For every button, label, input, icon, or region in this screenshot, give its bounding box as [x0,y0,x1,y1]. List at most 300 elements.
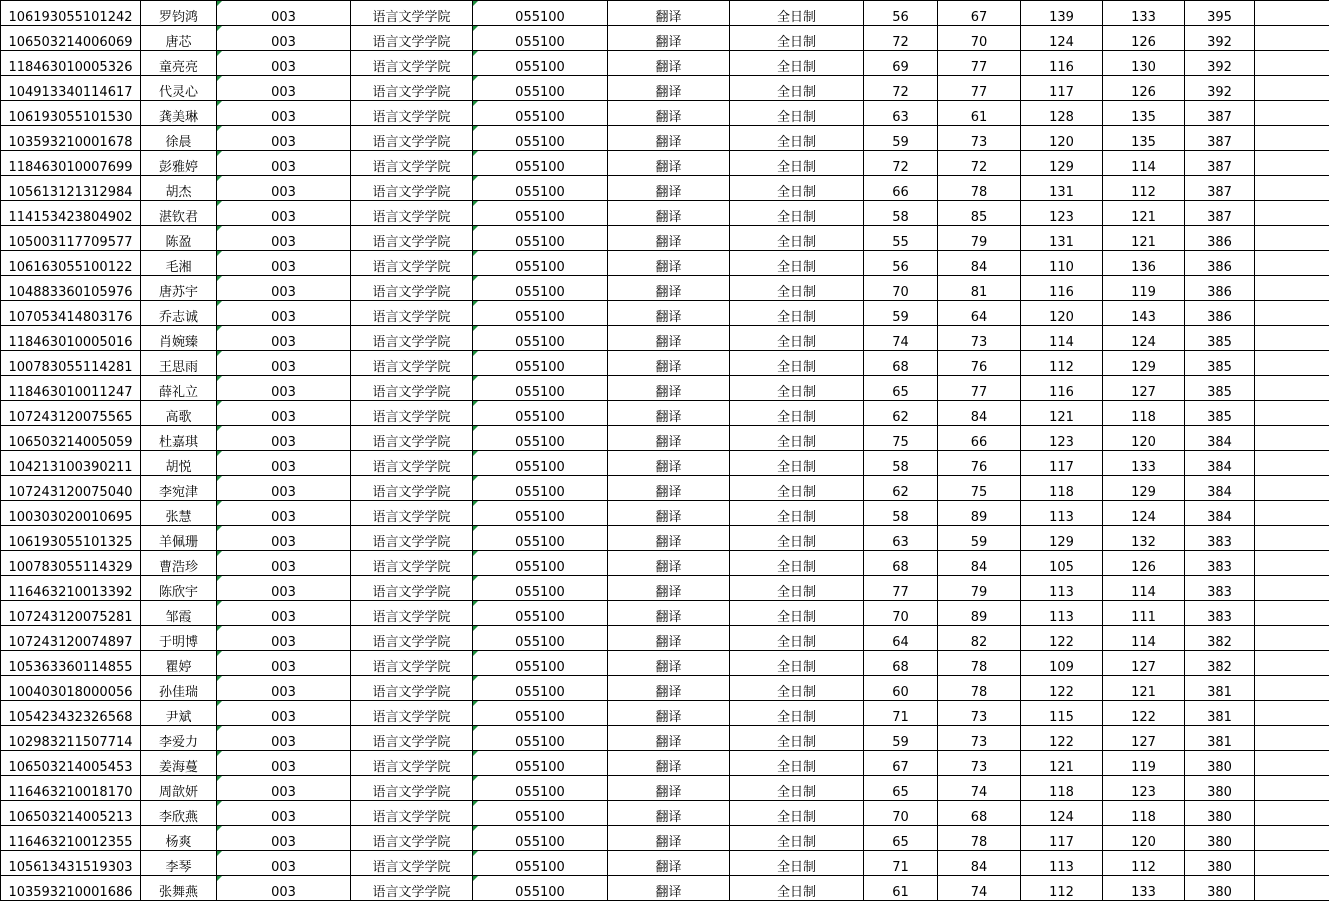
cell-program-code[interactable]: 055100 [473,26,608,51]
cell-college[interactable]: 语言文学学院 [351,726,473,751]
cell-program-name[interactable]: 翻译 [608,101,730,126]
cell-program-name[interactable]: 翻译 [608,276,730,301]
cell-study-mode[interactable]: 全日制 [730,476,864,501]
cell-exam-id[interactable]: 103593210001686 [1,876,141,901]
cell-major-code[interactable]: 003 [217,776,351,801]
cell-program-name[interactable]: 翻译 [608,701,730,726]
cell-foreign-language[interactable]: 72 [938,151,1021,176]
cell-subject-1[interactable]: 112 [1021,351,1103,376]
cell-program-name[interactable]: 翻译 [608,351,730,376]
cell-program-code[interactable]: 055100 [473,76,608,101]
cell-foreign-language[interactable]: 78 [938,176,1021,201]
cell-program-name[interactable]: 翻译 [608,126,730,151]
cell-study-mode[interactable]: 全日制 [730,251,864,276]
cell-major-code[interactable]: 003 [217,1,351,26]
cell-politics[interactable]: 71 [864,701,938,726]
cell-foreign-language[interactable]: 73 [938,726,1021,751]
cell-empty[interactable] [1255,551,1329,576]
cell-subject-2[interactable]: 119 [1103,751,1185,776]
cell-subject-1[interactable]: 129 [1021,151,1103,176]
cell-name[interactable]: 湛钦君 [141,201,217,226]
cell-name[interactable]: 薛礼立 [141,376,217,401]
cell-exam-id[interactable]: 100403018000056 [1,676,141,701]
cell-total[interactable]: 381 [1185,726,1255,751]
cell-study-mode[interactable]: 全日制 [730,401,864,426]
cell-program-code[interactable]: 055100 [473,576,608,601]
cell-program-name[interactable]: 翻译 [608,751,730,776]
cell-study-mode[interactable]: 全日制 [730,801,864,826]
cell-name[interactable]: 李爱力 [141,726,217,751]
cell-empty[interactable] [1255,251,1329,276]
cell-foreign-language[interactable]: 77 [938,376,1021,401]
cell-subject-2[interactable]: 121 [1103,676,1185,701]
cell-program-name[interactable]: 翻译 [608,201,730,226]
cell-name[interactable]: 彭雅婷 [141,151,217,176]
cell-subject-2[interactable]: 127 [1103,376,1185,401]
cell-subject-1[interactable]: 115 [1021,701,1103,726]
cell-politics[interactable]: 67 [864,751,938,776]
cell-program-code[interactable]: 055100 [473,801,608,826]
cell-exam-id[interactable]: 106503214005059 [1,426,141,451]
cell-subject-1[interactable]: 117 [1021,826,1103,851]
cell-subject-2[interactable]: 112 [1103,176,1185,201]
cell-subject-1[interactable]: 120 [1021,126,1103,151]
cell-politics[interactable]: 58 [864,451,938,476]
cell-subject-2[interactable]: 129 [1103,351,1185,376]
cell-total[interactable]: 384 [1185,501,1255,526]
cell-subject-1[interactable]: 113 [1021,501,1103,526]
cell-name[interactable]: 唐苏宇 [141,276,217,301]
cell-subject-1[interactable]: 116 [1021,51,1103,76]
cell-subject-2[interactable]: 120 [1103,826,1185,851]
cell-foreign-language[interactable]: 67 [938,1,1021,26]
cell-empty[interactable] [1255,851,1329,876]
cell-program-code[interactable]: 055100 [473,851,608,876]
cell-subject-1[interactable]: 118 [1021,776,1103,801]
cell-empty[interactable] [1255,476,1329,501]
cell-foreign-language[interactable]: 82 [938,626,1021,651]
cell-name[interactable]: 高歌 [141,401,217,426]
cell-exam-id[interactable]: 104913340114617 [1,76,141,101]
cell-empty[interactable] [1255,76,1329,101]
cell-program-name[interactable]: 翻译 [608,251,730,276]
cell-foreign-language[interactable]: 78 [938,676,1021,701]
cell-total[interactable]: 385 [1185,351,1255,376]
cell-empty[interactable] [1255,51,1329,76]
cell-college[interactable]: 语言文学学院 [351,251,473,276]
cell-program-code[interactable]: 055100 [473,526,608,551]
cell-total[interactable]: 386 [1185,276,1255,301]
cell-program-code[interactable]: 055100 [473,301,608,326]
cell-exam-id[interactable]: 118463010007699 [1,151,141,176]
cell-program-name[interactable]: 翻译 [608,726,730,751]
cell-subject-1[interactable]: 110 [1021,251,1103,276]
cell-exam-id[interactable]: 105363360114855 [1,651,141,676]
cell-subject-1[interactable]: 121 [1021,751,1103,776]
cell-empty[interactable] [1255,101,1329,126]
cell-subject-1[interactable]: 109 [1021,651,1103,676]
cell-name[interactable]: 毛湘 [141,251,217,276]
cell-foreign-language[interactable]: 85 [938,201,1021,226]
cell-program-name[interactable]: 翻译 [608,601,730,626]
cell-politics[interactable]: 61 [864,876,938,901]
cell-politics[interactable]: 68 [864,351,938,376]
cell-exam-id[interactable]: 105003117709577 [1,226,141,251]
cell-subject-1[interactable]: 128 [1021,101,1103,126]
cell-program-code[interactable]: 055100 [473,626,608,651]
cell-college[interactable]: 语言文学学院 [351,751,473,776]
cell-major-code[interactable]: 003 [217,426,351,451]
cell-empty[interactable] [1255,451,1329,476]
cell-program-code[interactable]: 055100 [473,726,608,751]
cell-politics[interactable]: 68 [864,551,938,576]
cell-exam-id[interactable]: 105613431519303 [1,851,141,876]
cell-major-code[interactable]: 003 [217,701,351,726]
cell-study-mode[interactable]: 全日制 [730,351,864,376]
cell-college[interactable]: 语言文学学院 [351,451,473,476]
cell-total[interactable]: 387 [1185,101,1255,126]
cell-program-code[interactable]: 055100 [473,776,608,801]
cell-subject-1[interactable]: 117 [1021,76,1103,101]
cell-program-code[interactable]: 055100 [473,401,608,426]
cell-empty[interactable] [1255,276,1329,301]
cell-foreign-language[interactable]: 89 [938,601,1021,626]
cell-subject-1[interactable]: 123 [1021,201,1103,226]
cell-college[interactable]: 语言文学学院 [351,301,473,326]
cell-exam-id[interactable]: 118463010005326 [1,51,141,76]
cell-study-mode[interactable]: 全日制 [730,301,864,326]
cell-empty[interactable] [1255,351,1329,376]
cell-major-code[interactable]: 003 [217,401,351,426]
cell-exam-id[interactable]: 107243120075281 [1,601,141,626]
cell-name[interactable]: 王思雨 [141,351,217,376]
cell-subject-1[interactable]: 121 [1021,401,1103,426]
cell-exam-id[interactable]: 106193055101530 [1,101,141,126]
cell-foreign-language[interactable]: 84 [938,251,1021,276]
cell-foreign-language[interactable]: 73 [938,126,1021,151]
cell-program-name[interactable]: 翻译 [608,1,730,26]
cell-subject-2[interactable]: 119 [1103,276,1185,301]
cell-study-mode[interactable]: 全日制 [730,551,864,576]
cell-program-code[interactable]: 055100 [473,426,608,451]
cell-name[interactable]: 唐芯 [141,26,217,51]
cell-exam-id[interactable]: 107243120075040 [1,476,141,501]
cell-politics[interactable]: 59 [864,301,938,326]
cell-foreign-language[interactable]: 74 [938,776,1021,801]
cell-foreign-language[interactable]: 73 [938,326,1021,351]
cell-empty[interactable] [1255,776,1329,801]
cell-subject-2[interactable]: 133 [1103,451,1185,476]
cell-name[interactable]: 陈盈 [141,226,217,251]
cell-college[interactable]: 语言文学学院 [351,126,473,151]
cell-total[interactable]: 380 [1185,776,1255,801]
cell-politics[interactable]: 65 [864,376,938,401]
cell-college[interactable]: 语言文学学院 [351,576,473,601]
cell-program-name[interactable]: 翻译 [608,501,730,526]
cell-subject-2[interactable]: 121 [1103,226,1185,251]
cell-study-mode[interactable]: 全日制 [730,451,864,476]
cell-major-code[interactable]: 003 [217,26,351,51]
cell-major-code[interactable]: 003 [217,601,351,626]
cell-empty[interactable] [1255,151,1329,176]
cell-subject-1[interactable]: 139 [1021,1,1103,26]
cell-subject-1[interactable]: 122 [1021,626,1103,651]
cell-program-name[interactable]: 翻译 [608,51,730,76]
cell-name[interactable]: 罗钧鸿 [141,1,217,26]
cell-subject-2[interactable]: 122 [1103,701,1185,726]
cell-subject-2[interactable]: 135 [1103,101,1185,126]
cell-study-mode[interactable]: 全日制 [730,376,864,401]
cell-total[interactable]: 380 [1185,826,1255,851]
cell-exam-id[interactable]: 107053414803176 [1,301,141,326]
cell-name[interactable]: 杨爽 [141,826,217,851]
cell-foreign-language[interactable]: 64 [938,301,1021,326]
cell-subject-1[interactable]: 114 [1021,326,1103,351]
cell-college[interactable]: 语言文学学院 [351,426,473,451]
cell-total[interactable]: 384 [1185,451,1255,476]
cell-foreign-language[interactable]: 73 [938,701,1021,726]
cell-program-code[interactable]: 055100 [473,376,608,401]
cell-major-code[interactable]: 003 [217,326,351,351]
cell-empty[interactable] [1255,376,1329,401]
cell-empty[interactable] [1255,751,1329,776]
cell-program-code[interactable]: 055100 [473,251,608,276]
cell-study-mode[interactable]: 全日制 [730,751,864,776]
cell-program-code[interactable]: 055100 [473,551,608,576]
cell-program-code[interactable]: 055100 [473,126,608,151]
cell-study-mode[interactable]: 全日制 [730,776,864,801]
cell-subject-1[interactable]: 131 [1021,226,1103,251]
cell-subject-1[interactable]: 118 [1021,476,1103,501]
cell-name[interactable]: 张慧 [141,501,217,526]
cell-program-code[interactable]: 055100 [473,201,608,226]
cell-total[interactable]: 380 [1185,851,1255,876]
cell-major-code[interactable]: 003 [217,826,351,851]
cell-major-code[interactable]: 003 [217,576,351,601]
cell-foreign-language[interactable]: 81 [938,276,1021,301]
cell-name[interactable]: 童亮亮 [141,51,217,76]
cell-empty[interactable] [1255,501,1329,526]
cell-college[interactable]: 语言文学学院 [351,601,473,626]
cell-total[interactable]: 387 [1185,201,1255,226]
cell-major-code[interactable]: 003 [217,501,351,526]
cell-subject-2[interactable]: 118 [1103,401,1185,426]
cell-program-code[interactable]: 055100 [473,676,608,701]
cell-empty[interactable] [1255,726,1329,751]
cell-politics[interactable]: 71 [864,851,938,876]
cell-college[interactable]: 语言文学学院 [351,276,473,301]
cell-program-name[interactable]: 翻译 [608,326,730,351]
cell-foreign-language[interactable]: 61 [938,101,1021,126]
cell-study-mode[interactable]: 全日制 [730,526,864,551]
cell-politics[interactable]: 70 [864,601,938,626]
cell-major-code[interactable]: 003 [217,726,351,751]
cell-study-mode[interactable]: 全日制 [730,876,864,901]
cell-program-code[interactable]: 055100 [473,651,608,676]
cell-college[interactable]: 语言文学学院 [351,326,473,351]
cell-major-code[interactable]: 003 [217,626,351,651]
cell-subject-2[interactable]: 127 [1103,651,1185,676]
cell-college[interactable]: 语言文学学院 [351,676,473,701]
cell-college[interactable]: 语言文学学院 [351,701,473,726]
cell-empty[interactable] [1255,326,1329,351]
cell-politics[interactable]: 65 [864,776,938,801]
cell-study-mode[interactable]: 全日制 [730,501,864,526]
cell-subject-1[interactable]: 113 [1021,601,1103,626]
cell-total[interactable]: 395 [1185,1,1255,26]
cell-college[interactable]: 语言文学学院 [351,826,473,851]
cell-exam-id[interactable]: 103593210001678 [1,126,141,151]
cell-major-code[interactable]: 003 [217,451,351,476]
cell-study-mode[interactable]: 全日制 [730,676,864,701]
cell-program-name[interactable]: 翻译 [608,801,730,826]
cell-program-code[interactable]: 055100 [473,151,608,176]
cell-name[interactable]: 胡悦 [141,451,217,476]
cell-politics[interactable]: 58 [864,201,938,226]
cell-name[interactable]: 羊佩珊 [141,526,217,551]
cell-subject-2[interactable]: 133 [1103,876,1185,901]
cell-program-name[interactable]: 翻译 [608,26,730,51]
cell-politics[interactable]: 75 [864,426,938,451]
cell-program-code[interactable]: 055100 [473,326,608,351]
cell-total[interactable]: 387 [1185,151,1255,176]
cell-exam-id[interactable]: 116463210013392 [1,576,141,601]
cell-politics[interactable]: 68 [864,651,938,676]
cell-major-code[interactable]: 003 [217,276,351,301]
cell-program-name[interactable]: 翻译 [608,526,730,551]
cell-college[interactable]: 语言文学学院 [351,651,473,676]
cell-program-code[interactable]: 055100 [473,701,608,726]
cell-subject-2[interactable]: 120 [1103,426,1185,451]
cell-program-code[interactable]: 055100 [473,1,608,26]
cell-major-code[interactable]: 003 [217,376,351,401]
cell-politics[interactable]: 74 [864,326,938,351]
cell-exam-id[interactable]: 106503214005213 [1,801,141,826]
cell-major-code[interactable]: 003 [217,76,351,101]
cell-subject-1[interactable]: 113 [1021,576,1103,601]
cell-exam-id[interactable]: 107243120074897 [1,626,141,651]
cell-total[interactable]: 385 [1185,401,1255,426]
cell-foreign-language[interactable]: 84 [938,851,1021,876]
cell-foreign-language[interactable]: 74 [938,876,1021,901]
cell-foreign-language[interactable]: 66 [938,426,1021,451]
cell-exam-id[interactable]: 106163055100122 [1,251,141,276]
cell-exam-id[interactable]: 116463210012355 [1,826,141,851]
cell-total[interactable]: 385 [1185,326,1255,351]
cell-empty[interactable] [1255,176,1329,201]
cell-name[interactable]: 杜嘉琪 [141,426,217,451]
cell-subject-2[interactable]: 132 [1103,526,1185,551]
cell-major-code[interactable]: 003 [217,201,351,226]
cell-program-code[interactable]: 055100 [473,751,608,776]
cell-subject-2[interactable]: 126 [1103,76,1185,101]
cell-subject-1[interactable]: 131 [1021,176,1103,201]
cell-total[interactable]: 392 [1185,76,1255,101]
cell-politics[interactable]: 69 [864,51,938,76]
cell-subject-1[interactable]: 116 [1021,276,1103,301]
cell-subject-2[interactable]: 133 [1103,1,1185,26]
cell-empty[interactable] [1255,201,1329,226]
cell-politics[interactable]: 77 [864,576,938,601]
cell-exam-id[interactable]: 100783055114281 [1,351,141,376]
cell-subject-1[interactable]: 120 [1021,301,1103,326]
cell-empty[interactable] [1255,126,1329,151]
cell-program-name[interactable]: 翻译 [608,426,730,451]
cell-subject-2[interactable]: 129 [1103,476,1185,501]
cell-subject-2[interactable]: 114 [1103,626,1185,651]
cell-foreign-language[interactable]: 89 [938,501,1021,526]
cell-study-mode[interactable]: 全日制 [730,226,864,251]
cell-major-code[interactable]: 003 [217,476,351,501]
cell-name[interactable]: 徐晨 [141,126,217,151]
cell-major-code[interactable]: 003 [217,751,351,776]
cell-politics[interactable]: 56 [864,251,938,276]
cell-study-mode[interactable]: 全日制 [730,601,864,626]
cell-empty[interactable] [1255,1,1329,26]
cell-program-name[interactable]: 翻译 [608,301,730,326]
cell-subject-2[interactable]: 127 [1103,726,1185,751]
cell-study-mode[interactable]: 全日制 [730,101,864,126]
cell-college[interactable]: 语言文学学院 [351,401,473,426]
cell-subject-2[interactable]: 124 [1103,501,1185,526]
cell-subject-1[interactable]: 117 [1021,451,1103,476]
cell-college[interactable]: 语言文学学院 [351,876,473,901]
cell-empty[interactable] [1255,401,1329,426]
cell-study-mode[interactable]: 全日制 [730,1,864,26]
cell-major-code[interactable]: 003 [217,551,351,576]
cell-total[interactable]: 387 [1185,126,1255,151]
cell-subject-1[interactable]: 123 [1021,426,1103,451]
cell-empty[interactable] [1255,426,1329,451]
cell-subject-2[interactable]: 136 [1103,251,1185,276]
cell-study-mode[interactable]: 全日制 [730,176,864,201]
cell-empty[interactable] [1255,651,1329,676]
cell-exam-id[interactable]: 104213100390211 [1,451,141,476]
cell-subject-2[interactable]: 126 [1103,26,1185,51]
cell-college[interactable]: 语言文学学院 [351,851,473,876]
cell-politics[interactable]: 65 [864,826,938,851]
cell-program-name[interactable]: 翻译 [608,651,730,676]
cell-program-code[interactable]: 055100 [473,101,608,126]
cell-subject-2[interactable]: 123 [1103,776,1185,801]
cell-program-name[interactable]: 翻译 [608,776,730,801]
cell-subject-1[interactable]: 105 [1021,551,1103,576]
cell-major-code[interactable]: 003 [217,526,351,551]
cell-study-mode[interactable]: 全日制 [730,826,864,851]
cell-major-code[interactable]: 003 [217,251,351,276]
cell-subject-2[interactable]: 114 [1103,576,1185,601]
cell-foreign-language[interactable]: 84 [938,401,1021,426]
cell-program-name[interactable]: 翻译 [608,76,730,101]
cell-politics[interactable]: 58 [864,501,938,526]
cell-politics[interactable]: 66 [864,176,938,201]
cell-college[interactable]: 语言文学学院 [351,376,473,401]
cell-politics[interactable]: 64 [864,626,938,651]
cell-name[interactable]: 张舞燕 [141,876,217,901]
cell-program-code[interactable]: 055100 [473,351,608,376]
cell-major-code[interactable]: 003 [217,351,351,376]
cell-program-name[interactable]: 翻译 [608,851,730,876]
cell-total[interactable]: 387 [1185,176,1255,201]
cell-subject-2[interactable]: 143 [1103,301,1185,326]
cell-empty[interactable] [1255,826,1329,851]
cell-study-mode[interactable]: 全日制 [730,126,864,151]
cell-name[interactable]: 尹斌 [141,701,217,726]
cell-subject-1[interactable]: 116 [1021,376,1103,401]
cell-exam-id[interactable]: 118463010011247 [1,376,141,401]
cell-program-name[interactable]: 翻译 [608,376,730,401]
cell-politics[interactable]: 63 [864,101,938,126]
